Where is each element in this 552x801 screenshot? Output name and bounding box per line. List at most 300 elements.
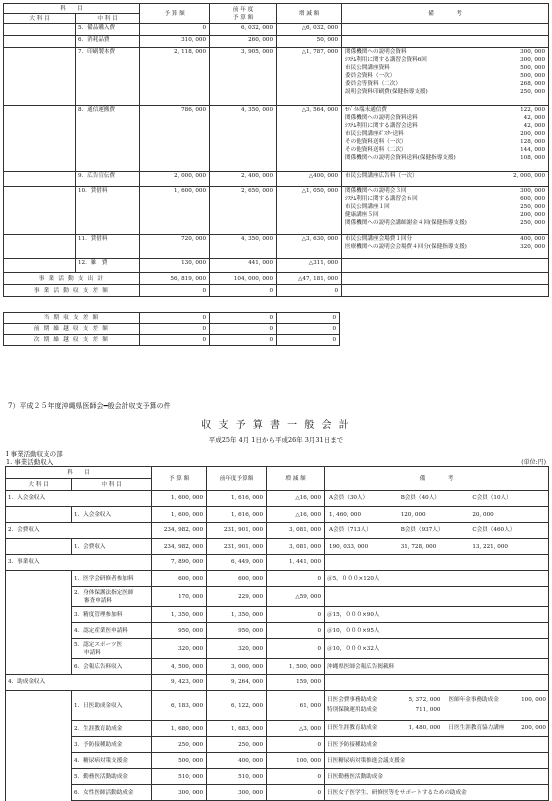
zen-cell: 4, 350, 000 xyxy=(210,235,277,259)
daikamoku-cell: 3．事業収入 xyxy=(6,555,152,571)
zougen-cell: 0 xyxy=(267,785,325,801)
expense-row xyxy=(4,259,549,273)
balance-summary-row xyxy=(4,313,340,324)
remark-value: 400, 000 xyxy=(520,236,546,242)
header-kamoku: 科 目 xyxy=(4,4,140,14)
remark-label: ｼｽﾃﾑ利用に関する講習会資料6回 xyxy=(345,57,427,63)
chukamoku-cell xyxy=(72,737,152,753)
yosan-cell: 2, 000, 000 xyxy=(140,172,210,187)
yosan-cell: 320, 000 xyxy=(152,639,207,659)
header-daikamoku-b: 大 科 目 xyxy=(6,479,72,491)
chukamoku-name: 1．入会金収入 xyxy=(74,511,112,518)
income-table xyxy=(5,466,549,801)
remark-line xyxy=(342,146,548,154)
remark-label: 医師年金事務助成金 xyxy=(448,696,499,703)
summary-value: 0 xyxy=(140,324,210,335)
zen-cell: 2, 650, 000 xyxy=(210,187,277,235)
remark-cell xyxy=(325,507,549,523)
remark-label: その他資料送料（二次） xyxy=(345,147,407,153)
remark-label: 日医生涯教育協力講座 xyxy=(448,724,505,731)
zen-cell: 320, 000 xyxy=(207,639,267,659)
zen-cell: 1, 616, 000 xyxy=(207,491,267,507)
remark-value: 268, 000 xyxy=(520,81,546,87)
remark-line xyxy=(342,187,548,195)
zen-cell: 441, 000 xyxy=(210,259,277,273)
remark-line xyxy=(342,88,548,96)
daikamoku-cell xyxy=(6,785,72,801)
chukamoku-name: 4．糖尿病対策支援金 xyxy=(74,757,128,764)
remark-value: 300, 000 xyxy=(520,188,546,194)
summary-value: 0 xyxy=(140,313,210,324)
sub-heading: 1. 事業活動収入 xyxy=(6,458,54,466)
remark-column: 190, 033, 000 xyxy=(329,543,369,550)
yosan-cell: 950, 000 xyxy=(152,623,207,639)
remark-line xyxy=(342,130,548,138)
balance-summary-row xyxy=(4,324,340,335)
remark-column: 20, 000 xyxy=(472,511,494,518)
yosan-cell: 170, 000 xyxy=(152,587,207,607)
yosan-cell: 1, 680, 000 xyxy=(152,721,207,737)
header-chukamoku: 中 科 目 xyxy=(76,14,140,24)
chukamoku-cell: 5．備品購入費 xyxy=(76,24,140,36)
chukamoku-cell xyxy=(72,691,152,721)
remark-column: C会員（10人） xyxy=(472,495,512,501)
remark-label: 関係機関への説明会３回 xyxy=(345,188,407,194)
yosan-cell: 510, 000 xyxy=(152,769,207,785)
income-row xyxy=(6,721,549,737)
chukamoku-cell xyxy=(72,623,152,639)
chukamoku-name: 5．認定スポーツ医 xyxy=(74,641,123,648)
chukamoku-name: 2．身体保護法指定医師 xyxy=(74,589,134,596)
daikamoku-cell xyxy=(4,106,76,172)
zougen-cell: 0 xyxy=(267,623,325,639)
remark-line xyxy=(342,48,548,56)
daikamoku-cell xyxy=(4,24,76,36)
zen-cell: 3, 905, 000 xyxy=(210,48,277,106)
remark-value: 200, 000 xyxy=(520,212,546,218)
header-zougen: 増 減 額 xyxy=(277,4,342,24)
part-heading: Ⅰ 事業活動収支の部 xyxy=(6,450,63,458)
remark-value: 108, 000 xyxy=(520,155,546,161)
total-zen: 104, 000, 000 xyxy=(210,273,277,285)
remark-line xyxy=(342,122,548,130)
chukamoku-name: 4．認定産業医申請料 xyxy=(74,627,128,634)
zen-cell: 229, 000 xyxy=(207,587,267,607)
income-row xyxy=(6,639,549,659)
chukamoku-cell xyxy=(72,753,152,769)
chukamoku-name: 3．予防接種助成金 xyxy=(74,741,123,748)
remark-label: 市民公開講座１回 xyxy=(345,204,390,210)
remark-column: A会員（713人） xyxy=(329,527,372,533)
daikamoku-cell xyxy=(6,507,72,523)
zougen-cell: 0 xyxy=(267,639,325,659)
remark-value: 250, 000 xyxy=(520,220,546,226)
expense-row xyxy=(4,235,549,259)
remark-label: 市民公開講座会場費１回分 xyxy=(345,236,413,242)
remark-value: 300, 000 xyxy=(520,57,546,63)
balance-summary-row xyxy=(4,335,340,346)
remark-line xyxy=(342,219,548,227)
remark-cell xyxy=(325,737,549,753)
balance-zougen: 0 xyxy=(277,285,342,297)
remark-line xyxy=(342,72,548,80)
header-daikamoku: 大 科 目 xyxy=(4,14,76,24)
remark-cell xyxy=(342,36,549,48)
remark-label: 説明会資料印刷費(保健指導支援) xyxy=(345,89,428,95)
header-biko: 備 考 xyxy=(342,4,549,24)
remark-label: 市民公開講座資料 xyxy=(345,65,390,71)
zen-cell: 510, 000 xyxy=(207,769,267,785)
remark-label: ﾓﾊﾞｲﾙ端末通信費 xyxy=(345,107,387,113)
zougen-cell: 0 xyxy=(267,571,325,587)
zougen-cell: 3, 081, 000 xyxy=(267,523,325,539)
remark-label: 特別保険運用助成金 xyxy=(327,706,378,713)
zougen-cell: △16, 000 xyxy=(267,507,325,523)
income-row xyxy=(6,607,549,623)
yosan-cell: 1, 350, 000 xyxy=(152,607,207,623)
yosan-cell: 6, 183, 000 xyxy=(152,691,207,721)
budget-period: 平成25年 4月 1日から平成26年 3月31日まで xyxy=(208,436,344,444)
balance-zen: 0 xyxy=(210,285,277,297)
chukamoku-cell: 6．消耗品費 xyxy=(76,36,140,48)
zougen-cell: △3, 564, 000 xyxy=(277,106,342,172)
zen-cell: 1, 683, 000 xyxy=(207,721,267,737)
remark-text: 日医女子医学生、研修医等をサポートするための助成金 xyxy=(327,789,467,796)
header-yosan-b: 予 算 額 xyxy=(152,467,207,491)
zougen-cell: 1, 500, 000 xyxy=(267,659,325,675)
chukamoku-cell: 9．広告宣伝費 xyxy=(76,172,140,187)
remark-cell xyxy=(325,675,549,691)
header-chukamoku-b: 中 科 目 xyxy=(72,479,152,491)
chukamoku-cell: 12．雑 費 xyxy=(76,259,140,273)
remark-line xyxy=(342,106,548,114)
chukamoku-cell xyxy=(72,539,152,555)
remark-line xyxy=(327,696,546,706)
remark-cell xyxy=(342,24,549,36)
remark-cell xyxy=(342,106,549,172)
remark-text: 日医糖尿病対策推進会議支援金 xyxy=(327,757,406,764)
remark-cell xyxy=(325,721,549,737)
zougen-cell: △3, 630, 000 xyxy=(277,235,342,259)
summary-value: 0 xyxy=(210,335,277,346)
remark-label: 関係機関への説明会講師謝金４回(保健指導支援) xyxy=(345,220,467,226)
remark-cell xyxy=(325,523,549,539)
daikamoku-cell xyxy=(6,571,72,587)
remark-label xyxy=(448,706,520,716)
income-row xyxy=(6,769,549,785)
remark-value: 100, 000 xyxy=(521,696,546,703)
daikamoku-cell xyxy=(6,639,72,659)
summary-label: 次 期 繰 越 収 支 差 額 xyxy=(4,335,140,346)
income-row xyxy=(6,737,549,753)
daikamoku-cell xyxy=(6,607,72,623)
remark-column: 120, 000 xyxy=(400,511,426,518)
remark-value: 1, 480, 000 xyxy=(408,724,441,731)
remark-column: B会員（40人） xyxy=(400,495,440,501)
remark-value: 42, 000 xyxy=(523,123,546,129)
yosan-cell: 2, 118, 000 xyxy=(140,48,210,106)
zen-cell: 6, 449, 000 xyxy=(207,555,267,571)
chukamoku-name: 6．女性医師活動助成金 xyxy=(74,789,134,796)
chukamoku-cell: 8．通信運搬費 xyxy=(76,106,140,172)
zen-cell: 1, 616, 000 xyxy=(207,507,267,523)
unit-label: (単位:円) xyxy=(521,459,546,466)
remark-label: 健康講座５回 xyxy=(345,212,379,218)
remark-line xyxy=(342,64,548,72)
remark-columns xyxy=(327,543,546,551)
zen-cell: 1, 350, 000 xyxy=(207,607,267,623)
remark-value: 320, 000 xyxy=(520,244,546,250)
remark-line xyxy=(327,706,546,716)
yosan-cell: 600, 000 xyxy=(152,571,207,587)
daikamoku-cell: 1．入会金収入 xyxy=(6,491,152,507)
yosan-cell: 0 xyxy=(140,24,210,36)
budget-title: 収 支 予 算 書 一 般 会 計 xyxy=(201,420,351,431)
chukamoku-name: 1．会費収入 xyxy=(74,543,106,550)
zen-cell: 600, 000 xyxy=(207,571,267,587)
summary-label: 前 期 繰 越 収 支 差 額 xyxy=(4,324,140,335)
remark-column: B会員（937人） xyxy=(400,527,444,533)
chukamoku-name: 6．会報広告料収入 xyxy=(74,663,123,670)
zougen-cell: 0 xyxy=(267,769,325,785)
chukamoku-name: 5．勤務医活動助成金 xyxy=(74,773,128,780)
remark-label: ｼｽﾃﾑ利用に関する講習会送料 xyxy=(345,123,418,129)
chukamoku-cell xyxy=(72,769,152,785)
remark-label: 市民公開講座ﾎﾟｽﾀｰ送料 xyxy=(345,131,404,137)
total-zougen: △47, 181, 000 xyxy=(277,273,342,285)
zen-cell: 6, 122, 000 xyxy=(207,691,267,721)
daikamoku-cell: 4．助成金収入 xyxy=(6,675,152,691)
income-row xyxy=(6,491,549,507)
remark-label: 日医生涯教育助成金 xyxy=(327,724,378,731)
remark-cell xyxy=(342,259,549,273)
income-row xyxy=(6,659,549,675)
daikamoku-cell xyxy=(6,737,72,753)
expense-table xyxy=(3,3,549,297)
remark-cell xyxy=(342,235,549,259)
chukamoku-name: 1．日医助成金収入 xyxy=(74,702,123,709)
zen-cell: 400, 000 xyxy=(207,753,267,769)
remark-value: 2, 000, 000 xyxy=(512,173,546,179)
remark-text: 日医勤務医活動助成金 xyxy=(327,773,383,780)
remark-cell xyxy=(325,571,549,587)
balance-row xyxy=(4,285,549,297)
yosan-cell: 9, 423, 000 xyxy=(152,675,207,691)
remark-cell xyxy=(325,659,549,675)
yosan-cell: 720, 000 xyxy=(140,235,210,259)
daikamoku-cell xyxy=(6,721,72,737)
daikamoku-cell xyxy=(6,659,72,675)
remark-label: 関係機関への説明会資料 xyxy=(345,49,407,55)
zougen-cell: △16, 000 xyxy=(267,491,325,507)
remark-cell xyxy=(325,607,549,623)
remark-line xyxy=(342,138,548,146)
daikamoku-cell xyxy=(4,259,76,273)
remark-value: 200, 000 xyxy=(520,131,546,137)
zougen-cell: 159, 000 xyxy=(267,675,325,691)
zougen-cell: 1, 441, 000 xyxy=(267,555,325,571)
remark-label: 医療機関への説明会会場費４回分(保健指導支援) xyxy=(345,244,467,250)
expense-row xyxy=(4,36,549,48)
zougen-cell: 0 xyxy=(267,607,325,623)
zen-cell: 950, 000 xyxy=(207,623,267,639)
expense-row xyxy=(4,187,549,235)
remark-value: 128, 000 xyxy=(520,139,546,145)
daikamoku-cell xyxy=(6,753,72,769)
zougen-cell: △311, 000 xyxy=(277,259,342,273)
remark-text: ＠10，０００×32人 xyxy=(327,645,380,652)
remark-column: 13, 221, 000 xyxy=(472,543,508,550)
yosan-cell: 250, 000 xyxy=(152,737,207,753)
remark-column: A会員（30人） xyxy=(329,495,369,501)
remark-value: 250, 000 xyxy=(520,204,546,210)
remark-value: 250, 000 xyxy=(520,89,546,95)
remark-column: 1, 460, 000 xyxy=(329,511,362,518)
income-row xyxy=(6,753,549,769)
total-label: 事 業 活 動 支 出 計 xyxy=(4,273,140,285)
remark-text: ＠15，０００×90人 xyxy=(327,611,380,618)
expense-row xyxy=(4,24,549,36)
summary-value: 0 xyxy=(277,335,340,346)
remark-line xyxy=(342,172,548,180)
remark-cell xyxy=(342,172,549,187)
header-zougen-b: 増 減 額 xyxy=(267,467,325,491)
remark-cell xyxy=(325,691,549,721)
remark-value: 200, 000 xyxy=(521,724,546,731)
remark-value: 500, 000 xyxy=(520,73,546,79)
remark-value: 144, 000 xyxy=(520,147,546,153)
header-zennendo: 前 年 度 予 算 額 xyxy=(210,4,277,24)
yosan-cell: 500, 000 xyxy=(152,753,207,769)
remark-cell xyxy=(325,491,549,507)
income-row xyxy=(6,691,549,721)
remark-columns xyxy=(327,511,546,519)
remark-cell xyxy=(325,539,549,555)
remark-label: 委員会等資料（二次） xyxy=(345,81,401,87)
yosan-cell: 1, 600, 000 xyxy=(140,187,210,235)
daikamoku-cell xyxy=(4,235,76,259)
chukamoku-name: 3．精度管理参加料 xyxy=(74,611,123,618)
chukamoku-name: 2．生涯教育助成金 xyxy=(74,725,123,732)
total-row xyxy=(4,273,549,285)
zen-cell: 9, 264, 000 xyxy=(207,675,267,691)
header-zen-b: 前年度予算額 xyxy=(207,467,267,491)
balance-table xyxy=(3,312,340,346)
chukamoku-cell xyxy=(72,507,152,523)
remark-label: 市民公開講座広告料（一次） xyxy=(345,173,418,179)
yosan-cell: 1, 600, 000 xyxy=(152,507,207,523)
zen-cell: 231, 901, 000 xyxy=(207,523,267,539)
remark-cell xyxy=(325,769,549,785)
remark-cell xyxy=(342,187,549,235)
section-heading: 7）平成２５年度沖縄県医師会━般会計収支予算の件 xyxy=(8,402,171,410)
income-row xyxy=(6,785,549,801)
remark-label: 委員会資料（一次） xyxy=(345,73,396,79)
yosan-cell: 234, 982, 000 xyxy=(152,539,207,555)
daikamoku-cell xyxy=(4,187,76,235)
expense-row xyxy=(4,106,549,172)
remark-column: C会員（460人） xyxy=(472,527,516,533)
summary-value: 0 xyxy=(140,335,210,346)
zougen-cell: △3, 000 xyxy=(267,721,325,737)
chukamoku-cell xyxy=(72,571,152,587)
remark-columns xyxy=(327,526,546,534)
remark-label: ｼｽﾃﾑ利用に関する講習会６回 xyxy=(345,196,418,202)
total-yosan: 56, 819, 000 xyxy=(140,273,210,285)
balance-label: 事 業 活 動 収 支 差 額 xyxy=(4,285,140,297)
remark-cell xyxy=(325,587,549,607)
daikamoku-cell xyxy=(4,48,76,106)
zougen-cell: △1, 050, 000 xyxy=(277,187,342,235)
yosan-cell: 786, 000 xyxy=(140,106,210,172)
expense-row xyxy=(4,172,549,187)
header-yosan: 予 算 額 xyxy=(140,4,210,24)
daikamoku-cell xyxy=(4,172,76,187)
remark-columns xyxy=(327,494,546,502)
remark-label: 関係機関への説明会資料送料 xyxy=(345,115,418,121)
summary-label: 当 期 収 支 差 額 xyxy=(4,313,140,324)
zougen-cell: 61, 000 xyxy=(267,691,325,721)
zen-cell: 231, 901, 000 xyxy=(207,539,267,555)
zen-cell: 6, 032, 000 xyxy=(210,24,277,36)
remark-value: 42, 000 xyxy=(523,115,546,121)
balance-yosan: 0 xyxy=(140,285,210,297)
zen-cell: 4, 350, 000 xyxy=(210,106,277,172)
remark-text: ＠5，０００×120人 xyxy=(327,575,380,582)
yosan-cell: 1, 600, 000 xyxy=(152,491,207,507)
zougen-cell: 50, 000 xyxy=(277,36,342,48)
yosan-cell: 300, 000 xyxy=(152,785,207,801)
remark-label: 日医会費事務助成金 xyxy=(327,696,378,703)
balance-remark xyxy=(342,285,549,297)
remark-line xyxy=(342,56,548,64)
summary-value: 0 xyxy=(277,324,340,335)
income-row xyxy=(6,555,549,571)
chukamoku-cell xyxy=(72,587,152,607)
income-row xyxy=(6,587,549,607)
chukamoku-cell xyxy=(72,721,152,737)
remark-cell xyxy=(342,48,549,106)
zougen-cell: 100, 000 xyxy=(267,753,325,769)
chukamoku-cell: 11．賃借料 xyxy=(76,235,140,259)
zougen-cell: 0 xyxy=(267,737,325,753)
income-row xyxy=(6,507,549,523)
daikamoku-cell xyxy=(6,691,72,721)
remark-value: 711, 000 xyxy=(415,706,441,713)
remark-line xyxy=(342,114,548,122)
summary-value: 0 xyxy=(210,313,277,324)
remark-value: 600, 000 xyxy=(520,196,546,202)
remark-line xyxy=(342,235,548,243)
remark-value xyxy=(520,706,546,716)
remark-line xyxy=(342,195,548,203)
income-row xyxy=(6,523,549,539)
daikamoku-cell: 2．会費収入 xyxy=(6,523,152,539)
chukamoku-cell: 7．印刷製本費 xyxy=(76,48,140,106)
yosan-cell: 130, 000 xyxy=(140,259,210,273)
income-row xyxy=(6,571,549,587)
expense-row xyxy=(4,48,549,106)
remark-label: その他資料送料（一次） xyxy=(345,139,407,145)
zougen-cell: △6, 032, 000 xyxy=(277,24,342,36)
zen-cell: 3, 000, 000 xyxy=(207,659,267,675)
chukamoku-cell: 10．賃借料 xyxy=(76,187,140,235)
zen-cell: 300, 000 xyxy=(207,785,267,801)
remark-line xyxy=(327,724,546,734)
daikamoku-cell xyxy=(6,623,72,639)
total-remark xyxy=(342,273,549,285)
zen-cell: 2, 400, 000 xyxy=(210,172,277,187)
